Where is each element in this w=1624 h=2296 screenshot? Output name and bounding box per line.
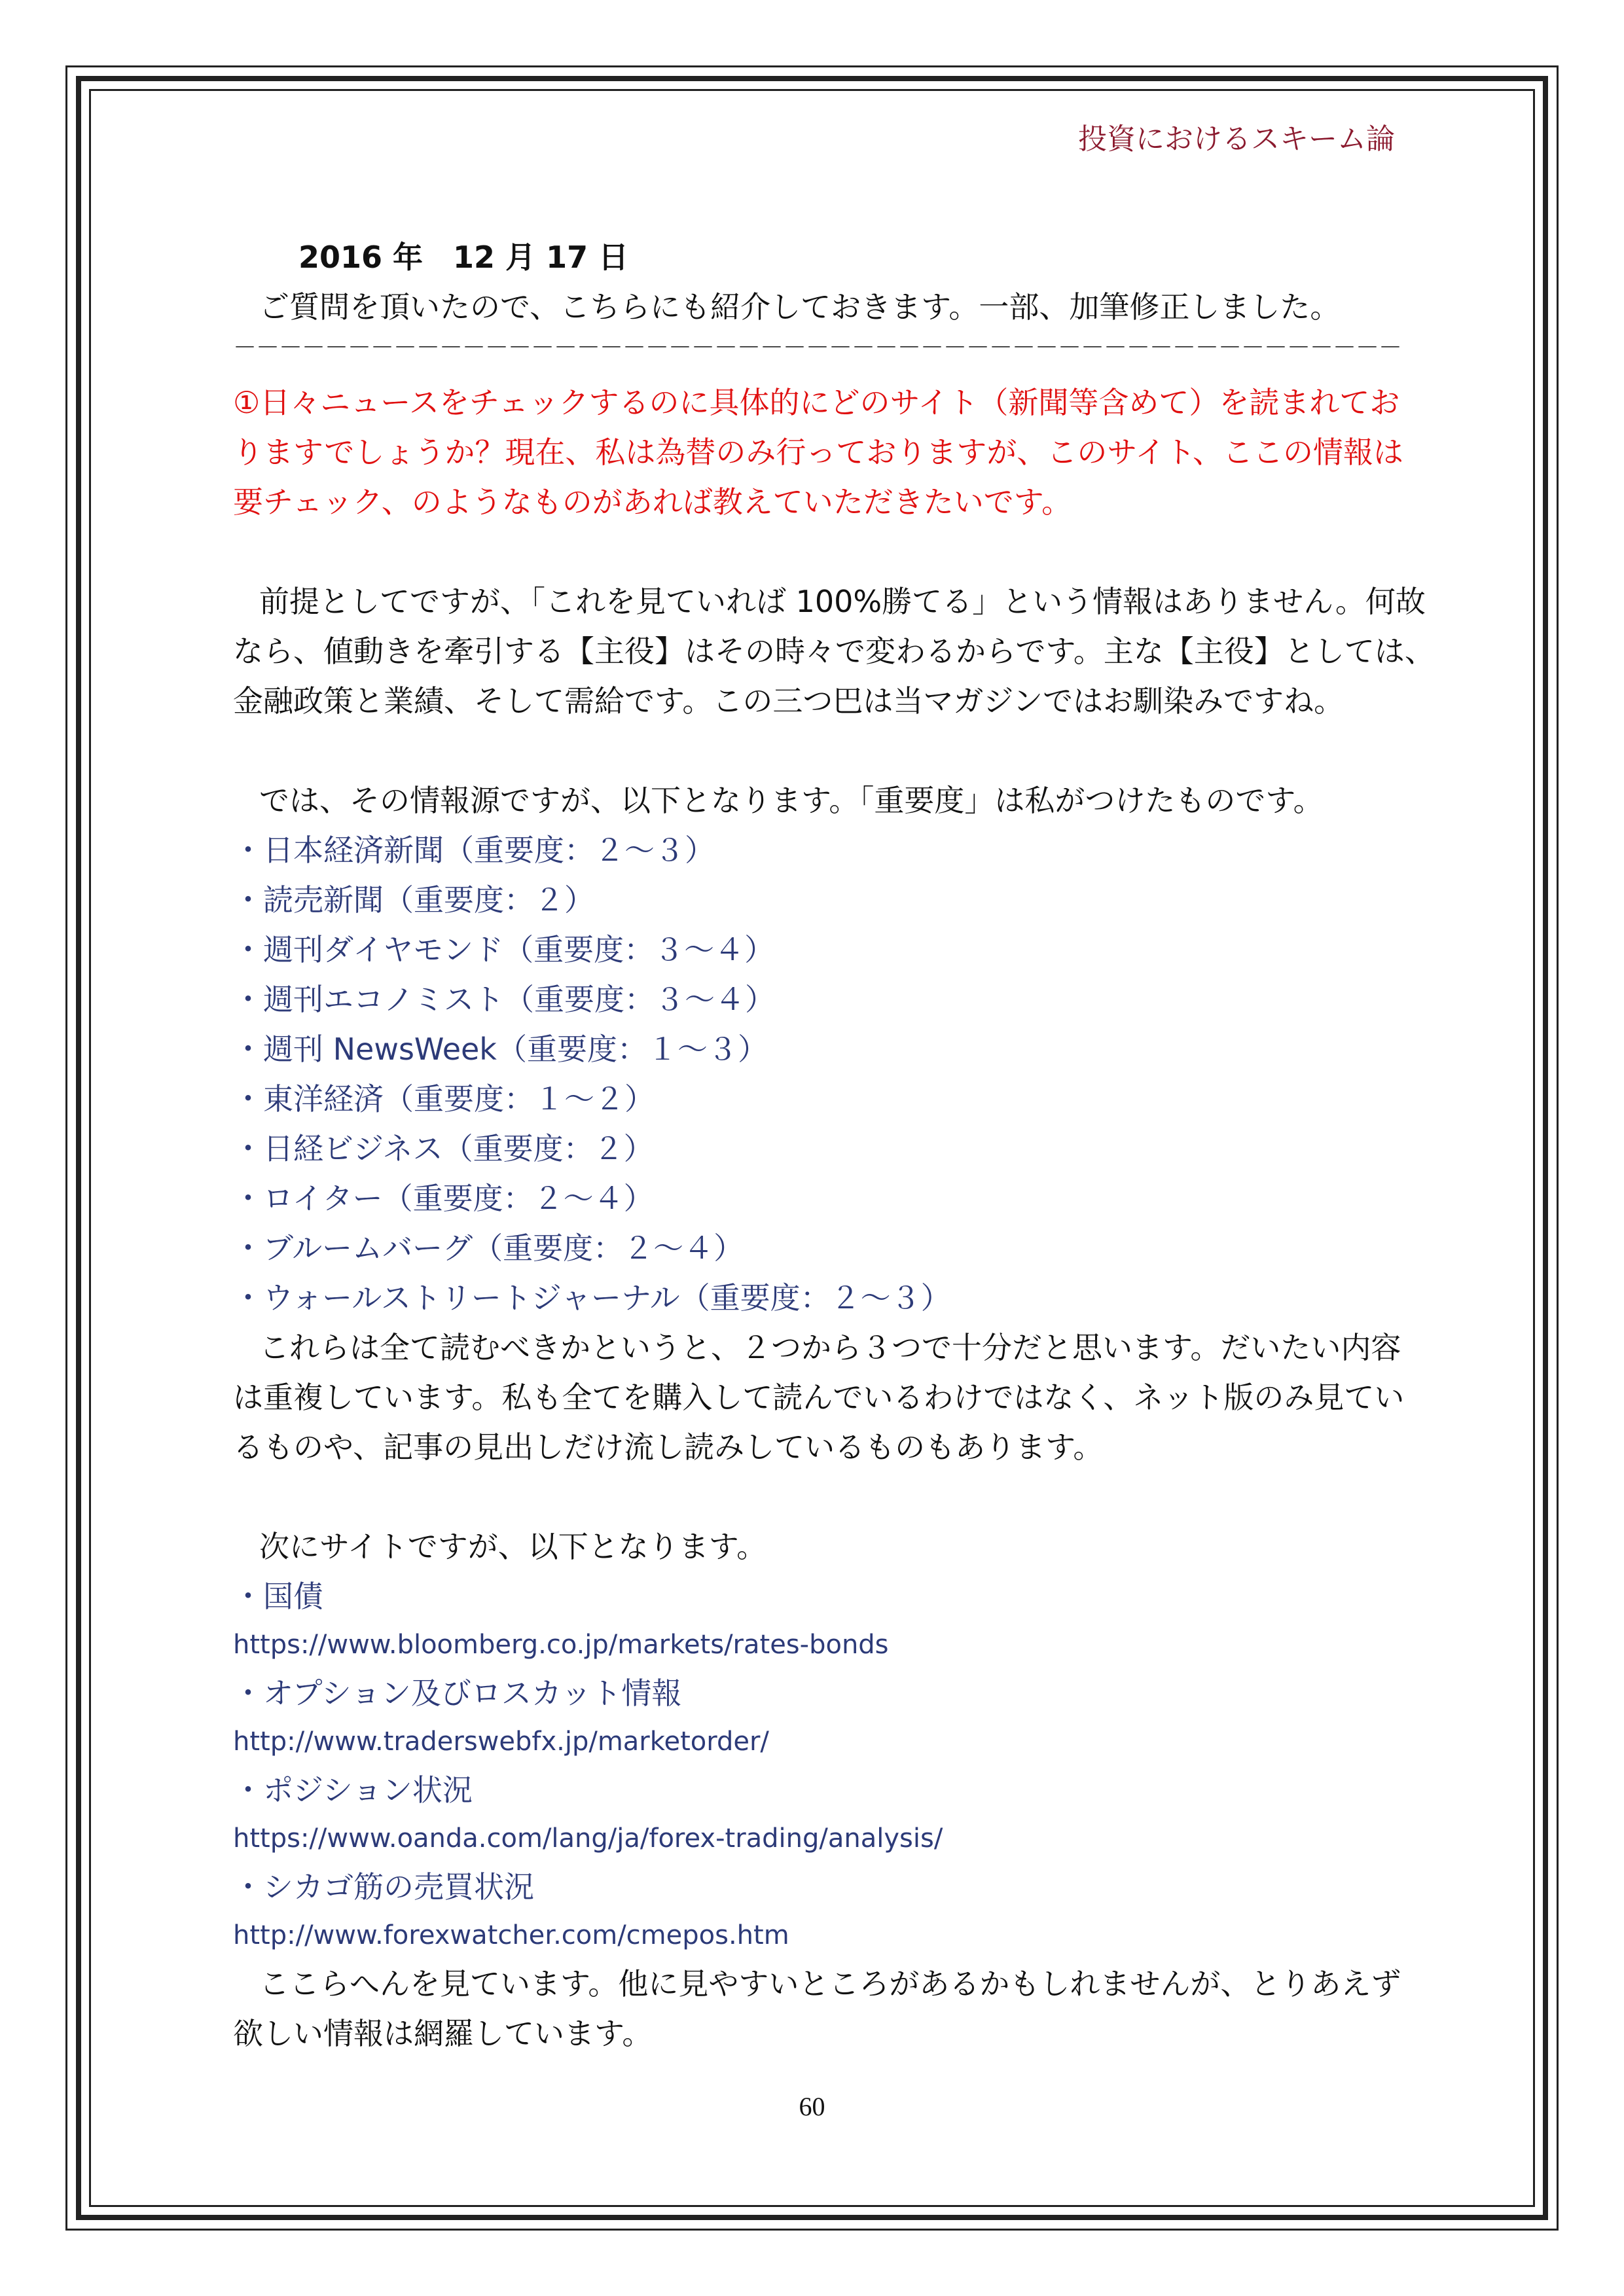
question-line: りますでしょうか？現在、私は為替のみ行っておりますが、このサイト、ここの情報は bbox=[233, 435, 1404, 470]
source-item: ・東洋経済（重要度：１～２） bbox=[233, 1081, 655, 1117]
paragraph-line: ここらへんを見ています。他に見やすいところがあるかもしれませんが、とりあえず bbox=[259, 1966, 1401, 2001]
source-item: ・週刊 NewsWeek（重要度：１～３） bbox=[233, 1031, 768, 1067]
article-body bbox=[233, 232, 1435, 2058]
source-item: ・日本経済新聞（重要度：２～３） bbox=[233, 833, 715, 868]
question-line: ①日々ニュースをチェックするのに具体的にどのサイト（新聞等含めて）を読まれてお bbox=[233, 385, 1400, 420]
source-item: ・ブルームバーグ（重要度：２～４） bbox=[233, 1230, 744, 1266]
paragraph-line: 欲しい情報は網羅しています。 bbox=[233, 2016, 653, 2051]
site-url-link[interactable]: http://www.forexwatcher.com/cmepos.htm bbox=[233, 1920, 789, 1950]
source-item: ・週刊ダイヤモンド（重要度：３～４） bbox=[233, 932, 775, 967]
answer-paragraph-2 bbox=[233, 1323, 1405, 1472]
site-url-link[interactable]: https://www.bloomberg.co.jp/markets/rates-bonds bbox=[233, 1630, 889, 1660]
site-label: ・国債 bbox=[233, 1579, 323, 1614]
site-label: ・シカゴ筋の売買状況 bbox=[233, 1869, 534, 1905]
site-url-link[interactable]: http://www.traderswebfx.jp/marketorder/ bbox=[233, 1727, 769, 1757]
question-line: 要チェック、のようなものがあれば教えていただきたいです。 bbox=[233, 484, 1072, 520]
paragraph-line: なら、値動きを牽引する【主役】はその時々で変わるからです。主な【主役】としては、 bbox=[233, 634, 1435, 669]
answer-paragraph-1 bbox=[233, 577, 1435, 726]
source-item: ・読売新聞（重要度：２） bbox=[233, 882, 594, 918]
sources-list bbox=[233, 825, 1392, 1323]
paragraph-line: るものや、記事の見出しだけ流し読みしているものもあります。 bbox=[233, 1429, 1104, 1465]
site-label: ・ポジション状況 bbox=[233, 1772, 473, 1808]
site-url-link[interactable]: https://www.oanda.com/lang/ja/forex-trading/analysis/ bbox=[233, 1823, 943, 1854]
running-header: 投資におけるスキーム論 bbox=[1078, 122, 1395, 156]
sites-intro: 次にサイトですが、以下となります。 bbox=[259, 1529, 767, 1564]
separator-rule: －－－－－－－－－－－－－－－－－－－－－－－－－－－－－－－－－－－－－－－－－－－－－－－－－－－ bbox=[233, 334, 1402, 361]
site-label: ・オプション及びロスカット情報 bbox=[233, 1676, 682, 1711]
source-item: ・週刊エコノミスト（重要度：３～４） bbox=[233, 982, 775, 1017]
closing-paragraph bbox=[233, 1959, 1401, 2058]
paragraph-line: これらは全て読むべきかというと、２つから３つで十分だと思います。だいたい内容 bbox=[259, 1330, 1401, 1365]
paragraph-line: は重複しています。私も全てを購入して読んでいるわけではなく、ネット版のみ見てい bbox=[233, 1380, 1405, 1415]
source-item: ・日経ビジネス（重要度：２） bbox=[233, 1131, 654, 1166]
source-item: ・ウォールストリートジャーナル（重要度：２～３） bbox=[233, 1280, 951, 1316]
source-item: ・ロイター（重要度：２～４） bbox=[233, 1181, 654, 1216]
paragraph-line: 前提としてですが、「これを見ていれば 100%勝てる」という情報はありません。何故 bbox=[259, 584, 1426, 619]
intro-text: ご質問を頂いたので、こちらにも紹介しておきます。一部、加筆修正しました。 bbox=[259, 289, 1341, 325]
page-number: 60 bbox=[799, 2092, 825, 2121]
paragraph-line: 金融政策と業績、そして需給です。この三つ巴は当マガジンではお馴染みですね。 bbox=[233, 683, 1344, 719]
question-block bbox=[233, 378, 1404, 527]
article-date: 2016 年 12 月 17 日 bbox=[298, 240, 629, 275]
sites-list bbox=[233, 1571, 1392, 1959]
sources-intro: では、その情報源ですが、以下となります。「重要度」は私がつけたものです。 bbox=[259, 783, 1324, 818]
